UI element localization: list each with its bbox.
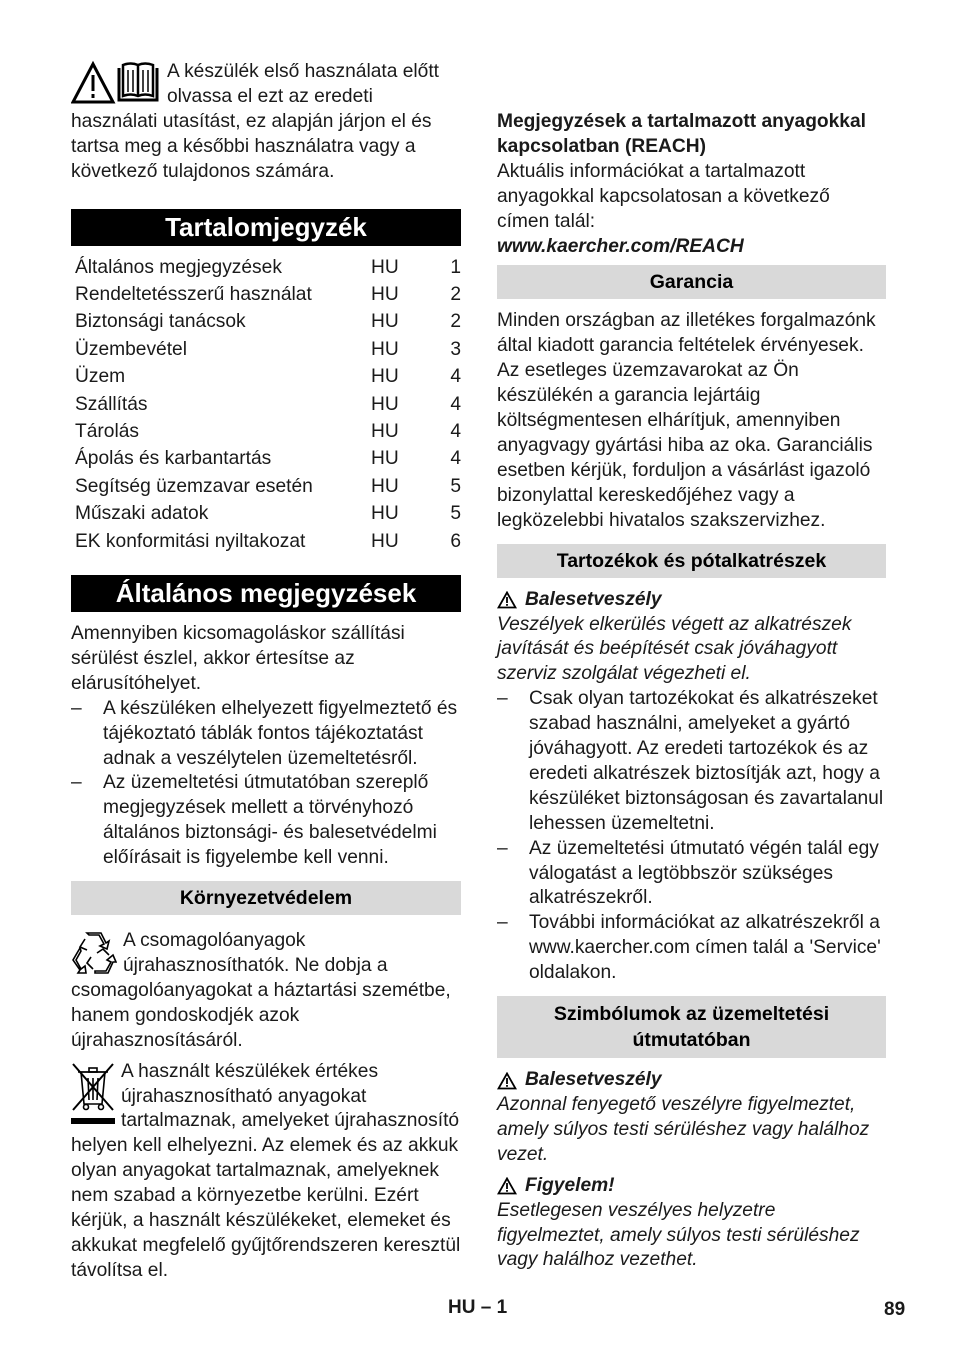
footer-section-label: HU – 1 <box>448 1297 508 1318</box>
danger-head <box>497 1068 886 1093</box>
danger-label: Balesetveszély <box>525 1069 662 1091</box>
list-text: Az üzemeltetési útmutatóban szereplő megjegyzések mellett a törvényhozó általános biztonsági- és balesetvédelmi előírásait is figyelembe kell venni. <box>103 772 437 869</box>
weee-text: A használt készülékek értékes újrahasznosítható anyagokat tartalmaznak, amelyeket újrahasznosító helyen kell elhelyezni. Az elemek és az akkuk olyan anyagokat tartalmaznak, amelyeknek nem szabad a környezetbe kerülni. Ezért kérjük, a használt készülékeket, elemeket és akkukat megfelelő gyűjtőrendszeren keresztül távolítsa el. <box>71 1060 461 1281</box>
caution-label: Figyelem! <box>525 1174 615 1196</box>
toc-title: Üzem <box>75 366 126 388</box>
accessories-warning-text: Veszélyek elkerülés végett az alkatrészek javítását és beépítését csak jóváhagyott szerviz szolgálat végezheti el. <box>497 613 852 685</box>
toc-lang: HU <box>371 366 399 388</box>
toc-title: Műszaki adatok <box>75 503 209 525</box>
warning-manual-icon <box>71 60 161 108</box>
toc-page: 4 <box>450 366 461 388</box>
list-item <box>497 687 886 836</box>
warning-icon <box>497 591 517 609</box>
list-item <box>497 911 886 986</box>
toc-title: Ápolás és karbantartás <box>75 448 272 470</box>
list-item <box>497 837 886 912</box>
toc-title: Tárolás <box>75 420 139 442</box>
list-dash: – <box>71 697 82 719</box>
warning-icon <box>497 1177 517 1195</box>
toc-row[interactable] <box>71 391 461 418</box>
weee-block <box>71 1060 461 1284</box>
toc-title: Segítség üzemzavar esetén <box>75 475 313 497</box>
toc-page: 3 <box>450 338 461 360</box>
list-dash: – <box>497 837 508 859</box>
toc-title: Üzembevétel <box>75 338 187 360</box>
reach-link[interactable]: www.kaercher.com/REACH <box>497 235 744 257</box>
reach-text: Aktuális információkat a tartalmazott anyagokkal kapcsolatosan a következő címen talál: <box>497 160 830 232</box>
toc-row[interactable] <box>71 308 461 335</box>
page-number: 89 <box>884 1299 906 1320</box>
toc-title: Biztonsági tanácsok <box>75 311 246 333</box>
general-para: Amennyiben kicsomagoláskor szállítási sérülést észlel, akkor értesítse az elárusítóhelyet. <box>71 623 405 694</box>
toc-row[interactable] <box>71 254 461 281</box>
list-dash: – <box>497 912 508 934</box>
toc-row[interactable] <box>71 418 461 445</box>
toc-lang: HU <box>371 311 399 333</box>
toc-lang: HU <box>371 338 399 360</box>
warranty-heading: Garancia <box>497 265 886 299</box>
crossed-bin-icon <box>71 1060 115 1126</box>
toc-lang: HU <box>371 448 399 470</box>
toc-page: 5 <box>450 475 461 497</box>
reach-heading: Megjegyzések a tartalmazott anyagokkal kapcsolatban (REACH) <box>497 111 866 157</box>
toc-lang: HU <box>371 420 399 442</box>
intro-text: A készülék első használata előtt olvassa el ezt az eredeti használati utasítást, ez alapján járjon el és tartsa meg a későbbi használatra vagy a következő tulajdonos számára. <box>71 61 439 182</box>
toc-title: EK konformitási nyiltakozat <box>75 530 306 552</box>
toc-title: Rendeltetésszerű használat <box>75 283 312 305</box>
caution-head <box>497 1174 886 1199</box>
symbols-heading: Szimbólumok az üzemeltetési útmutatóban <box>497 996 886 1058</box>
list-text: A készüléken elhelyezett figyelmeztető és tájékoztató táblák fontos tájékoztatást adnak a veszélytelen üzemeltetésről. <box>103 697 458 769</box>
toc-row[interactable] <box>71 445 461 472</box>
toc-title: Általános megjegyzések <box>75 256 282 278</box>
env-heading: Környezetvédelem <box>71 881 461 915</box>
list-item <box>71 697 461 772</box>
warning-label: Balesetveszély <box>525 588 662 610</box>
recycle-text: A csomagolóanyagok újrahasznosíthatók. Ne dobja a csomagolóanyagokat a háztartási szemétbe, hanem gondoskodjék azok újrahasznosításáról. <box>71 930 451 1051</box>
toc-page: 4 <box>450 448 461 470</box>
toc-page: 1 <box>450 256 461 278</box>
toc-page: 4 <box>450 393 461 415</box>
continuation-spacer <box>497 60 886 110</box>
toc-row[interactable] <box>71 281 461 308</box>
toc-row[interactable] <box>71 528 461 555</box>
intro-block <box>71 60 461 185</box>
toc-row[interactable] <box>71 473 461 500</box>
toc-title: Szállítás <box>75 393 148 415</box>
list-dash: – <box>71 772 82 794</box>
warranty-text: Minden országban az illetékes forgalmazónk által kiadott garancia feltételek érvényesek. Az esetleges üzemzavarokat az Ön készülékén a garancia lejártáig költségmentesen elhárítjuk, amennyiben anyagvagy gyártási hiba az oka. Garanciális esetben kérjük, forduljon a vásárlást igazoló bizonylattal kereskedőjéhez vagy a legközelebbi hivatalos szakszervizhez. <box>497 310 876 531</box>
list-text: Az üzemeltetési útmutató végén talál egy válogatást a legtöbbször szükséges alkatrészekről. <box>529 837 879 909</box>
recycle-icon <box>71 929 117 975</box>
toc-row[interactable] <box>71 363 461 390</box>
toc-lang: HU <box>371 283 399 305</box>
recycle-block <box>71 929 461 1054</box>
toc-table <box>71 254 461 555</box>
toc-lang: HU <box>371 393 399 415</box>
toc-page: 2 <box>450 311 461 333</box>
list-item <box>71 771 461 871</box>
list-dash: – <box>497 688 508 710</box>
warning-icon <box>497 1072 517 1090</box>
accessories-heading: Tartozékok és pótalkatrészek <box>497 544 886 578</box>
danger-text: Azonnal fenyegető veszélyre figyelmeztet, amely súlyos testi sérüléshez vagy halálhoz vezet. <box>497 1094 870 1165</box>
toc-page: 2 <box>450 283 461 305</box>
toc-lang: HU <box>371 503 399 525</box>
list-text: További információkat az alkatrészekről a www.kaercher.com címen talál a 'Service' oldalakon. <box>529 912 881 984</box>
list-text: Csak olyan tartozékokat és alkatrészeket szabad használni, amelyeket a gyártó jóváhagyott. Az eredeti tartozékok és az eredeti alkatrészek biztosítják azt, hogy a készüléket biztonságosan és zavartalanul lehessen üzemeltetni. <box>529 688 884 834</box>
toc-row[interactable] <box>71 336 461 363</box>
caution-text: Esetlegesen veszélyes helyzetre figyelmeztet, amely súlyos testi sérüléshez vagy halálhoz vezethet. <box>497 1199 860 1271</box>
accessories-warning-head <box>497 588 886 613</box>
left-column <box>71 60 461 1284</box>
toc-heading: Tartalomjegyzék <box>71 209 461 246</box>
toc-row[interactable] <box>71 500 461 527</box>
toc-page: 4 <box>450 420 461 442</box>
toc-lang: HU <box>371 256 399 278</box>
toc-page: 6 <box>450 530 461 552</box>
toc-page: 5 <box>450 503 461 525</box>
toc-lang: HU <box>371 475 399 497</box>
general-heading: Általános megjegyzések <box>71 575 461 612</box>
toc-lang: HU <box>371 530 399 552</box>
right-column <box>497 60 886 1273</box>
